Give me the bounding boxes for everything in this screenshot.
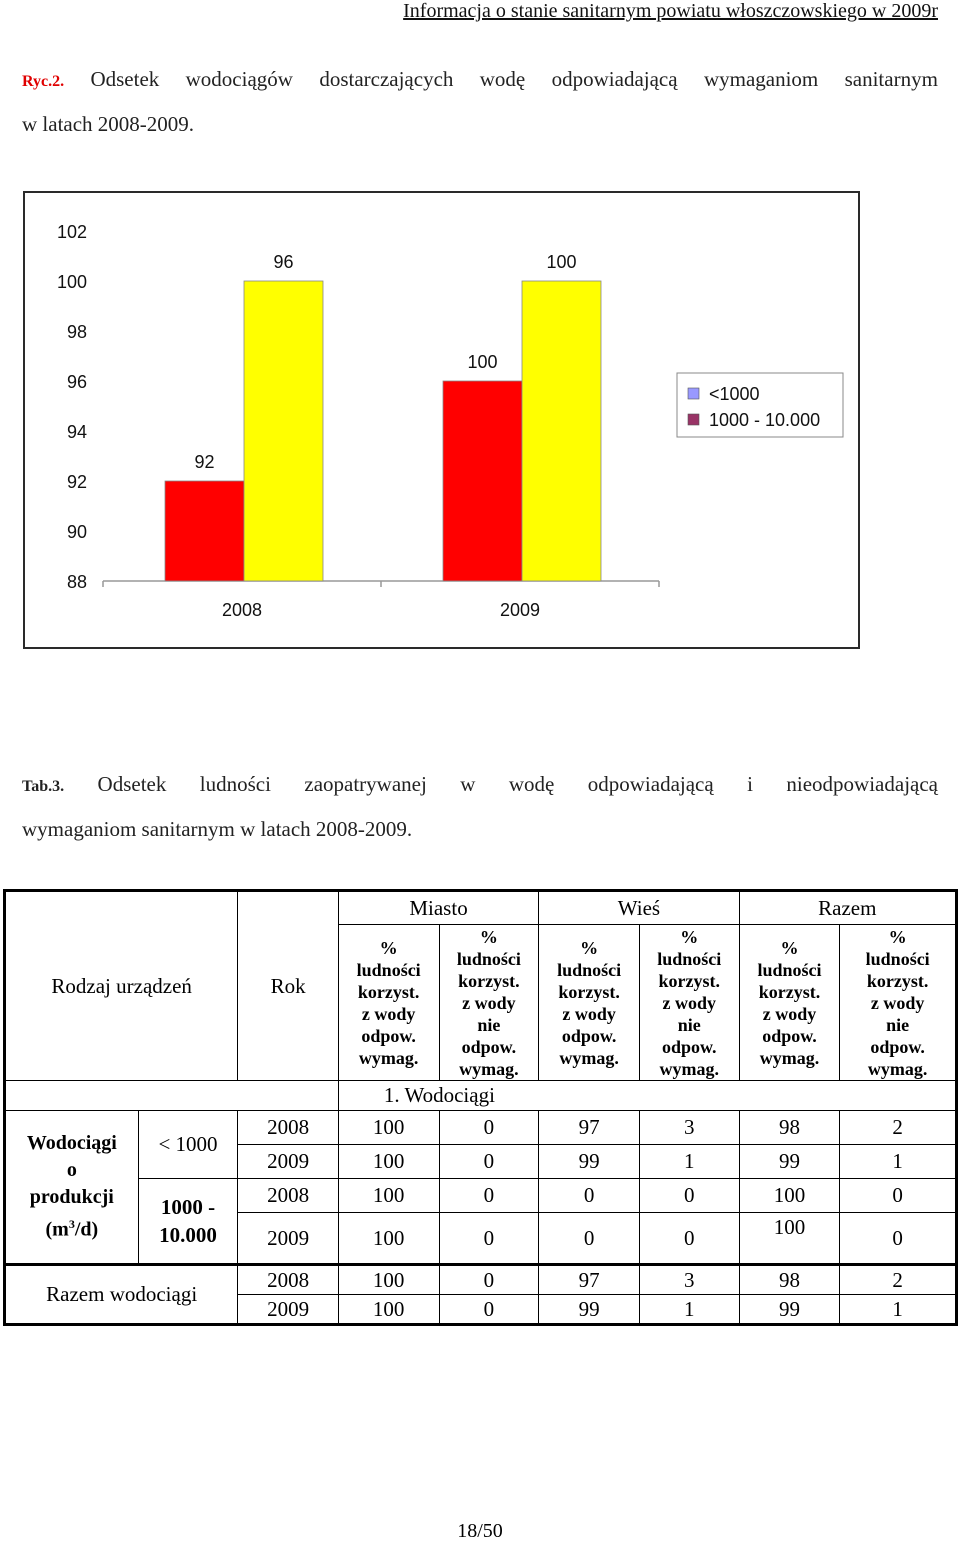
figure-caption-word: Odsetek xyxy=(90,67,160,91)
table-caption-word: nieodpowiadającą xyxy=(786,772,938,796)
y-tick-label: 96 xyxy=(66,372,87,392)
bar xyxy=(443,381,522,581)
legend-swatch xyxy=(688,388,699,399)
cell-year: 2008 xyxy=(238,1111,339,1145)
page-header: Informacja o stanie sanitarnym powiatu włoszczowskiego w 2009r xyxy=(403,0,938,22)
cell-value: 0 xyxy=(639,1179,739,1213)
cell-value: 0 xyxy=(439,1295,539,1325)
section-wodociagi: 1. Wodociągi xyxy=(338,1081,956,1111)
table-label: Tab.3. xyxy=(22,778,65,795)
page-number: 18/50 xyxy=(457,1520,503,1542)
table-caption-word: w xyxy=(460,772,476,796)
cell-value: 0 xyxy=(439,1265,539,1295)
figure-caption-line2: w latach 2008-2009. xyxy=(22,112,195,136)
x-tick-label: 2008 xyxy=(221,600,263,620)
cell-value: 3 xyxy=(639,1111,739,1145)
bar xyxy=(522,281,601,581)
cell-value: 0 xyxy=(840,1213,957,1265)
y-tick-label: 90 xyxy=(66,522,87,542)
figure-caption-word: odpowiadającą xyxy=(551,67,678,91)
cell-value: 0 xyxy=(639,1213,739,1265)
legend-swatch xyxy=(688,414,699,425)
table-caption-word: zaopatrywanej xyxy=(304,772,427,796)
cell-value: 0 xyxy=(539,1213,640,1265)
data-label: 96 xyxy=(273,252,294,272)
cell-value: 2 xyxy=(840,1111,957,1145)
col-header-odpow: % ludności korzyst. z wody odpow. wymag. xyxy=(338,925,439,1081)
cell-value: 1 xyxy=(639,1145,739,1179)
cell-year: 2008 xyxy=(238,1265,339,1295)
figure-caption-word: wodociągów xyxy=(185,67,293,91)
cell-value: 1 xyxy=(840,1295,957,1325)
y-tick-label: 88 xyxy=(66,572,87,592)
cell-value: 0 xyxy=(439,1111,539,1145)
y-tick-label: 94 xyxy=(66,422,87,442)
cell-year: 2009 xyxy=(238,1213,339,1265)
bar-chart xyxy=(23,191,860,649)
cell-value: 1 xyxy=(840,1145,957,1179)
chart-canvas xyxy=(25,193,858,647)
data-label: 92 xyxy=(194,452,215,472)
cell-value: 0 xyxy=(539,1179,640,1213)
col-header-odpow: % ludności korzyst. z wody odpow. wymag. xyxy=(539,925,640,1081)
figure-caption-word: sanitarnym xyxy=(844,67,938,91)
figure-caption-word: dostarczających xyxy=(319,67,454,91)
cell-value: 0 xyxy=(439,1179,539,1213)
cell-value: 97 xyxy=(539,1265,640,1295)
legend-label: <1000 xyxy=(709,384,760,404)
table-caption-word: odpowiadającą xyxy=(587,772,714,796)
header-razem: Razem xyxy=(739,891,956,925)
cell-value: 98 xyxy=(739,1265,840,1295)
row-label-wodociagi: Wodociągi o produkcji $(m^3/d)$ xyxy=(5,1111,139,1265)
col-header-nieodpow: % ludności korzyst. z wody nie odpow. wymag. xyxy=(639,925,739,1081)
header-miasto: Miasto xyxy=(338,891,538,925)
table-caption-word: wodę xyxy=(508,772,555,796)
table-caption-word: Odsetek xyxy=(97,772,167,796)
data-table xyxy=(3,889,958,1326)
col-header-nieodpow: % ludności korzyst. z wody nie odpow. wymag. xyxy=(439,925,539,1081)
cell-value: 100 xyxy=(338,1265,439,1295)
cell-value: 97 xyxy=(539,1111,640,1145)
cell-year: 2008 xyxy=(238,1179,339,1213)
figure-caption-word: wymaganiom xyxy=(703,67,819,91)
cell-value: 99 xyxy=(739,1145,840,1179)
table-caption xyxy=(22,763,938,850)
x-tick-label: 2009 xyxy=(499,600,541,620)
figure-label: Ryc.2. xyxy=(22,73,65,90)
cell-value: 99 xyxy=(539,1295,640,1325)
cell-value: 0 xyxy=(439,1213,539,1265)
legend-label: 1000 - 10.000 xyxy=(709,410,821,430)
row-label-razem: Razem wodociągi xyxy=(5,1265,238,1325)
cell-value: 98 xyxy=(739,1111,840,1145)
row-label-cat2: 1000 - 10.000 xyxy=(138,1179,238,1265)
cell-value: 100 xyxy=(338,1111,439,1145)
cell-value: 0 xyxy=(840,1179,957,1213)
header-rodzaj: Rodzaj urządzeń xyxy=(5,891,238,1081)
row-label-cat1: < 1000 xyxy=(138,1111,238,1179)
cell-value: 100 xyxy=(338,1145,439,1179)
cell-value: 1 xyxy=(639,1295,739,1325)
data-label: 100 xyxy=(546,252,577,272)
y-tick-label: 102 xyxy=(56,222,87,242)
cell-value: 100 xyxy=(739,1179,840,1213)
cell-value: 0 xyxy=(439,1145,539,1179)
figure-caption-word: wodę xyxy=(479,67,526,91)
figure-caption xyxy=(22,58,938,145)
cell-value: 100 xyxy=(739,1213,840,1265)
cell-value: 100 xyxy=(338,1179,439,1213)
y-tick-label: 92 xyxy=(66,472,87,492)
cell-value: 99 xyxy=(539,1145,640,1179)
y-tick-label: 98 xyxy=(66,322,87,342)
cell-year: 2009 xyxy=(238,1145,339,1179)
col-header-odpow: % ludności korzyst. z wody odpow. wymag. xyxy=(739,925,840,1081)
header-wies: Wieś xyxy=(539,891,739,925)
col-header-nieodpow: % ludności korzyst. z wody nie odpow. wymag. xyxy=(840,925,957,1081)
cell-value: 100 xyxy=(338,1295,439,1325)
table-caption-word: ludności xyxy=(199,772,271,796)
bar xyxy=(165,481,244,581)
table-caption-line2: wymaganiom sanitarnym w latach 2008-2009. xyxy=(22,817,413,841)
cell-value: 99 xyxy=(739,1295,840,1325)
data-label: 100 xyxy=(467,352,498,372)
cell-value: 3 xyxy=(639,1265,739,1295)
bar xyxy=(244,281,323,581)
table-caption-word: i xyxy=(747,772,753,796)
y-tick-label: 100 xyxy=(56,272,87,292)
header-rok: Rok xyxy=(238,891,339,1081)
cell-value: 2 xyxy=(840,1265,957,1295)
cell-value: 100 xyxy=(338,1213,439,1265)
cell-year: 2009 xyxy=(238,1295,339,1325)
